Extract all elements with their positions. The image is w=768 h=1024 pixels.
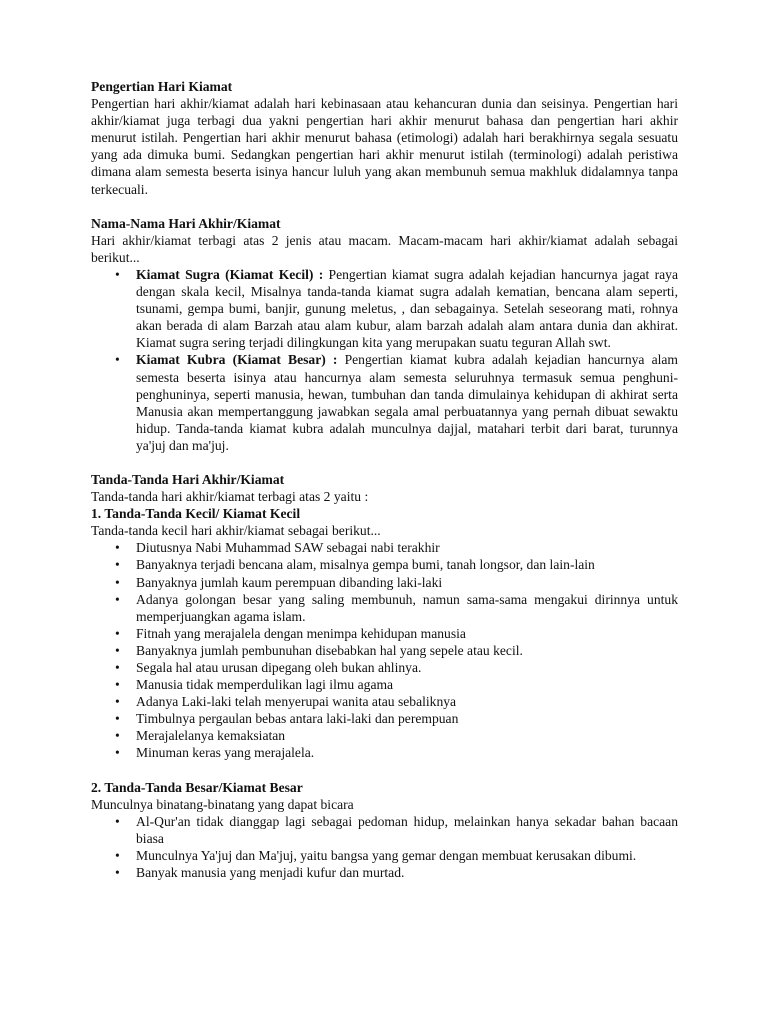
bullet-icon: • [115,865,120,881]
bullet-icon: • [115,745,120,761]
list-item-text: Adanya Laki-laki telah menyerupai wanita atau sebaliknya [136,694,457,710]
desc-kiamat-sugra: Pengertian kiamat sugra adalah kejadian hancurnya jagat raya dengan skala kecil, Misalnya tanda-tanda kiamat sugra adalah kematian, bencana alam seperti, tsunami, gempa bumi, banjir, gunung meletus, , dan sebagainya. Setelah seseorang mati, rohnya akan berada di alam Barzah atau alam kubur, alam barzah adalah alam antara dunia dan akhirat. Kiamat sugra sering terjadi dilingkungan kita yang merupakan suatu teguran Allah swt. [136,266,678,351]
list-item [91,539,678,556]
list-item [91,642,678,659]
paragraph-pengertian: Pengertian hari akhir/kiamat adalah hari kebinasaan atau kehancuran dunia dan seisinya. Pengertian hari akhir/kiamat juga terbagi dua yakni pengertian hari akhir menurut bahasa dan pengertian hari akhir menurut istilah. Pengertian hari akhir menurut bahasa (etimologi) adalah hari berakhirnya segala sesuatu yang ada dimuka bumi. Sedangkan pengertian hari akhir menurut istilah (terminologi) adalah peristiwa dimana alam semesta beserta isinya hancur luluh yang akan membunuh semua makhluk didalamnya tanpa terkecuali. [91,96,678,197]
bullet-icon: • [115,847,120,863]
list-item [91,813,678,847]
bullet-icon: • [115,677,120,693]
list-item-text: Manusia tidak memperdulikan lagi ilmu agama [136,677,394,693]
bullet-icon: • [115,813,120,829]
list-item-text: Banyaknya jumlah pembunuhan disebabkan hal yang sepele atau kecil. [136,642,523,658]
subsection-heading-kecil: 1. Tanda-Tanda Kecil/ Kiamat Kecil [91,506,301,522]
bullet-icon: • [115,642,120,658]
list-item-text: Banyak manusia yang menjadi kufur dan murtad. [136,865,405,881]
list-item [91,676,678,693]
list-item [91,847,678,864]
bullet-icon: • [115,694,120,710]
spacer [91,454,678,471]
document-page [91,78,678,881]
spacer [91,198,678,215]
bullet-icon: • [115,591,120,607]
list-tanda-besar [91,813,678,881]
list-item [91,744,678,761]
desc-kiamat-kubra: Pengertian kiamat kubra adalah kejadian hancurnya alam semesta beserta isinya atau hancurnya alam semesta seluruhnya termasuk semua penghuni-penghuninya, seperti manusia, hewan, tumbuhan dan tanda dimulainya kehidupan di akhirat serta Manusia akan mempertanggung jawabkan segala amal perbuatannya yang pernah dibuat sewaktu hidup. Tanda-tanda kiamat kubra adalah munculnya dajjal, matahari terbit dari barat, turunnya ya'juj dan ma'juj. [136,352,678,453]
list-item [91,574,678,591]
section-heading-pengertian: Pengertian Hari Kiamat [91,79,233,94]
spacer [91,762,678,779]
section-heading-nama-nama: Nama-Nama Hari Akhir/Kiamat [91,215,281,231]
list-item-text: Segala hal atau urusan dipegang oleh bukan ahlinya. [136,660,422,675]
bullet-icon: • [115,625,120,641]
paragraph-kecil-intro: Tanda-tanda kecil hari akhir/kiamat sebagai berikut... [91,523,381,539]
list-item [91,591,678,625]
subsection-heading-besar: 2. Tanda-Tanda Besar/Kiamat Besar [91,779,303,795]
list-item [91,710,678,727]
term-kiamat-kubra: Kiamat Kubra (Kiamat Besar) : [136,352,338,368]
bullet-icon: • [115,711,120,727]
list-item-text: Fitnah yang merajalela dengan menimpa kehidupan manusia [136,625,466,641]
bullet-icon: • [115,352,120,368]
bullet-icon: • [115,574,120,590]
bullet-icon: • [115,557,120,573]
list-item-text: Timbulnya pergaulan bebas antara laki-laki dan perempuan [136,711,459,727]
list-item-text: Banyaknya jumlah kaum perempuan dibanding laki-laki [136,574,443,590]
list-item-kiamat-kubra [91,351,678,454]
list-item [91,556,678,573]
bullet-icon: • [115,660,120,675]
list-kiamat-types [91,266,678,454]
list-item [91,693,678,710]
list-item-text: Merajalelanya kemaksiatan [136,728,286,744]
bullet-icon: • [115,728,120,744]
bullet-icon: • [115,266,120,282]
list-item [91,727,678,744]
paragraph-nama-nama-intro: Hari akhir/kiamat terbagi atas 2 jenis atau macam. Macam-macam hari akhir/kiamat adalah sebagai berikut... [91,232,678,265]
bullet-icon: • [115,540,120,556]
list-item-text: Minuman keras yang merajalela. [136,745,315,761]
list-item-text: Banyaknya terjadi bencana alam, misalnya gempa bumi, tanah longsor, dan lain-lain [136,557,595,573]
list-item [91,864,678,881]
section-heading-tanda-tanda: Tanda-Tanda Hari Akhir/Kiamat [91,471,285,487]
paragraph-besar-intro: Munculnya binatang-binatang yang dapat bicara [91,796,354,812]
list-item-text: Adanya golongan besar yang saling membunuh, namun sama-sama mengakui dirinnya untuk memperjuangkan agama islam. [136,591,678,624]
list-item [91,659,678,676]
list-tanda-kecil [91,539,678,761]
list-item-text: Diutusnya Nabi Muhammad SAW sebagai nabi terakhir [136,540,440,556]
list-item-text: Al-Qur'an tidak dianggap lagi sebagai pedoman hidup, melainkan hanya sekadar bahan bacaan biasa [136,813,678,846]
list-item-text: Munculnya Ya'juj dan Ma'juj, yaitu bangsa yang gemar dengan membuat kerusakan dibumi. [136,847,637,863]
term-kiamat-sugra: Kiamat Sugra (Kiamat Kecil) : [136,266,324,282]
list-item-kiamat-sugra [91,266,678,351]
paragraph-tanda-tanda-intro: Tanda-tanda hari akhir/kiamat terbagi atas 2 yaitu : [91,489,369,505]
list-item [91,625,678,642]
